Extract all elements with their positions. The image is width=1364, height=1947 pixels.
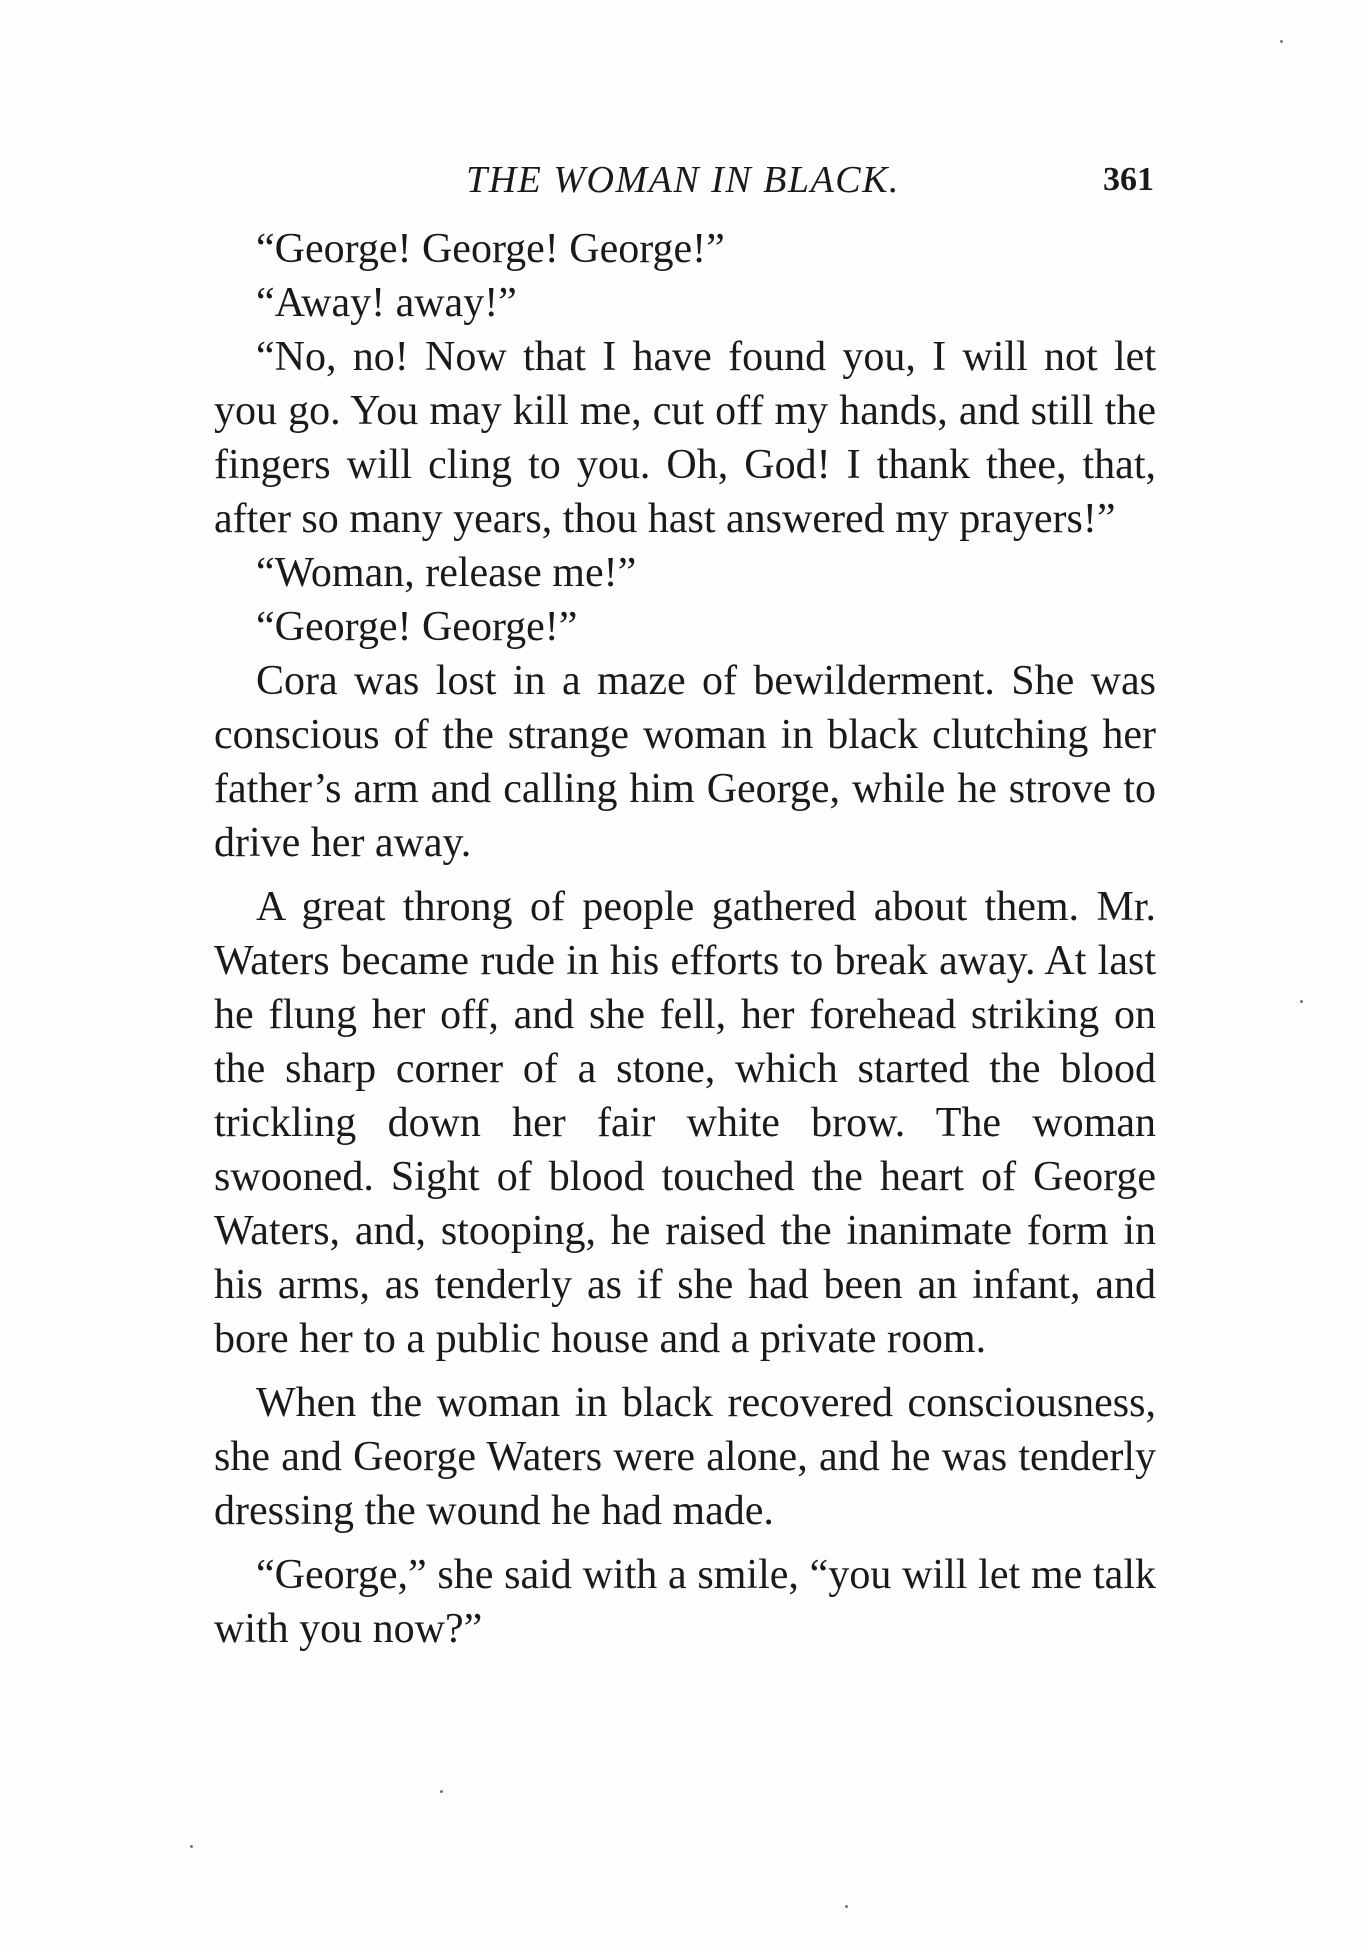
running-header (212, 152, 1154, 208)
paper-speck (1300, 1000, 1303, 1003)
dialogue-paragraph: “No, no! Now that I have found you, I will not let you go. You may kill me, cut off my hands, and still the fingers will cling to you. Oh, God! I thank thee, that, after so many years, thou hast answered my prayers!” (214, 334, 1156, 542)
paper-speck (845, 1905, 848, 1908)
narrative-paragraph: Cora was lost in a maze of bewilderment. She was conscious of the strange woman in black clutching her father’s arm and calling him George, while he strove to drive her away. (214, 658, 1156, 866)
paper-speck (1280, 40, 1283, 43)
dialogue-paragraph: “George,” she said with a smile, “you will let me talk with you now?” (214, 1552, 1156, 1652)
narrative-paragraph: When the woman in black recovered consciousness, she and George Waters were alone, and he was tenderly dressing the wound he had made. (214, 1380, 1156, 1534)
paper-speck (440, 1790, 443, 1793)
page-number: 361 (1103, 161, 1154, 198)
body-text (214, 222, 1156, 1656)
running-title: THE WOMAN IN BLACK. (466, 159, 900, 201)
paper-speck (190, 1845, 193, 1848)
dialogue-line: “Away! away!” (256, 280, 517, 326)
dialogue-line: “George! George!” (256, 604, 578, 650)
dialogue-line: “George! George! George!” (256, 226, 725, 272)
dialogue-line: “Woman, release me!” (256, 550, 637, 596)
narrative-paragraph: A great throng of people gathered about them. Mr. Waters became rude in his efforts to break away. At last he flung her off, and she fell, her forehead striking on the sharp corner of a stone, which started the blood trickling down her fair white brow. The woman swooned. Sight of blood touched the heart of George Waters, and, stooping, he raised the inanimate form in his arms, as tenderly as if she had been an infant, and bore her to a public house and a private room. (214, 884, 1156, 1362)
